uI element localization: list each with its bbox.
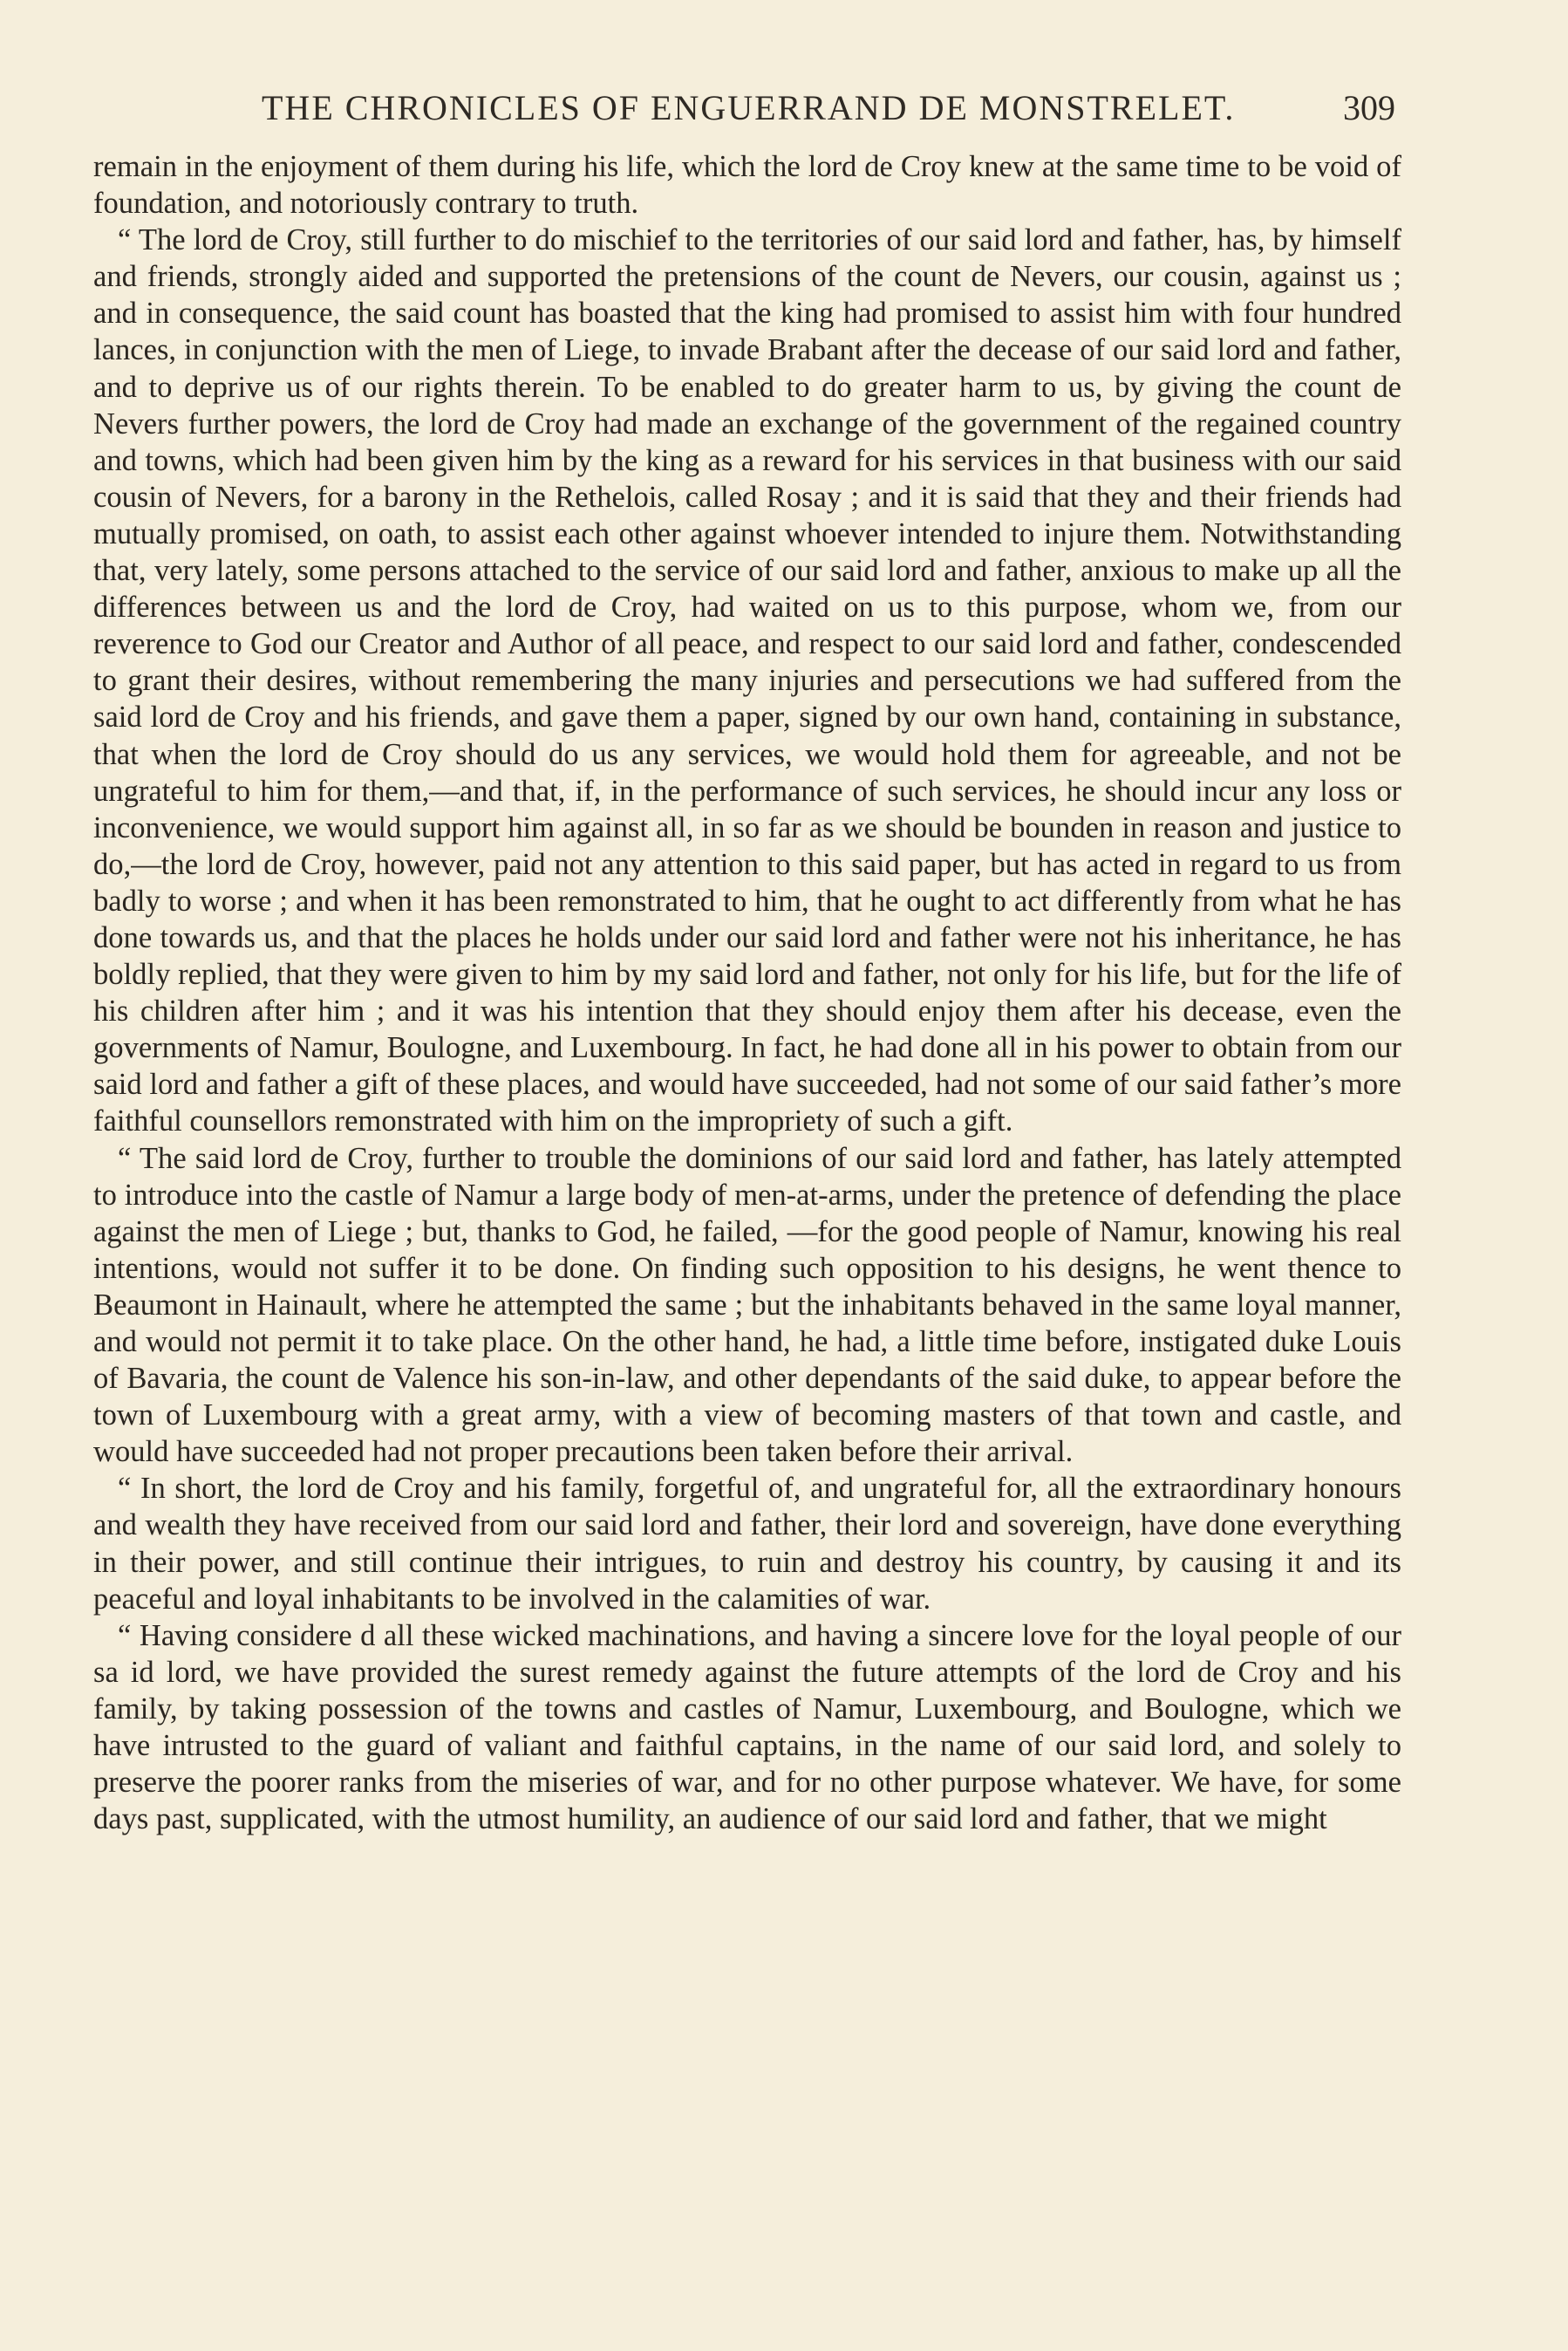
paragraph: “ In short, the lord de Croy and his family, forgetful of, and ungrateful for, all the extraordinary honours and wealth they have received from our said lord and father, their lord and sovereign, have done everything in their power, and still continue their intrigues, to ruin and destroy his country, by causing it and its peaceful and loyal inhabitants to be involved in the calamities of war.: [93, 1472, 1401, 1616]
body-text: [93, 148, 1401, 1837]
paragraph: “ The lord de Croy, still further to do mischief to the territories of our said lord and father, has, by himself and friends, strongly aided and supported the pretensions of the count de Nevers, our cousin, against us ; and in consequence, the said count has boasted that the king had promised to assist him with four hundred lances, in conjunction with the men of Liege, to invade Brabant after the decease of our said lord and father, and to deprive us of our rights therein. To be enabled to do greater harm to us, by giving the count de Nevers further powers, the lord de Croy had made an exchange of the government of the regained country and towns, which had been given him by the king as a reward for his services in that business with our said cousin of Nevers, for a barony in the Rethelois, called Rosay ; and it is said that they and their friends had mutually promised, on oath, to assist each other against whoever intended to injure them. Notwithstanding that, very lately, some persons attached to the service of our said lord and father, anxious to make up all the differences between us and the lord de Croy, had waited on us to this purpose, whom we, from our reverence to God our Creator and Author of all peace, and respect to our said lord and father, condescended to grant their desires, without remembering the many injuries and persecutions we had suffered from the said lord de Croy and his friends, and gave them a paper, signed by our own hand, containing in substance, that when the lord de Croy should do us any services, we would hold them for agreeable, and not be ungrateful to him for them,—and that, if, in the performance of such services, he should incur any loss or inconvenience, we would support him against all, in so far as we should be bounden in reason and justice to do,—the lord de Croy, however, paid not any attention to this said paper, but has acted in regard to us from badly to worse ; and when it has been remonstrated to him, that he ought to act differently from what he has done towards us, and that the places he holds under our said lord and father were not his inheritance, he has boldly replied, that they were given to him by my said lord and father, not only for his life, but for the life of his children after him ; and it was his intention that they should enjoy them after his decease, even the governments of Namur, Boulogne, and Luxembourg. In fact, he had done all in his power to obtain from our said lord and father a gift of these places, and would have succeeded, had not some of our said father’s more faithful counsellors remonstrated with him on the impropriety of such a gift.: [93, 223, 1401, 1138]
paragraph: remain in the enjoyment of them during his life, which the lord de Croy knew at the same time to be void of foundation, and notoriously contrary to truth.: [93, 150, 1401, 221]
running-title: THE CHRONICLES OF ENGUERRAND DE MONSTRELET.: [262, 88, 1236, 127]
paragraph: “ The said lord de Croy, further to trouble the dominions of our said lord and father, has lately attempted to introduce into the castle of Namur a large body of men-at-arms, under the pretence of defending the place against the men of Liege ; but, thanks to God, he failed, —for the good people of Namur, knowing his real intentions, would not suffer it to be done. On finding such opposition to his designs, he went thence to Beaumont in Hainault, where he attempted the same ; but the inhabitants behaved in the same loyal manner, and would not permit it to take place. On the other hand, he had, a little time before, instigated duke Louis of Bavaria, the count de Valence his son-in-law, and other dependants of the said duke, to appear before the town of Luxembourg with a great army, with a view of becoming masters of that town and castle, and would have succeeded had not proper precautions been taken before their arrival.: [93, 1141, 1401, 1469]
page-number: 309: [1343, 88, 1395, 127]
paragraph: “ Having considere d all these wicked machinations, and having a sincere love for the loyal people of our sa id lord, we have provided the surest remedy against the future attempts of the lord de Croy and his family, by taking possession of the towns and castles of Namur, Luxembourg, and Boulogne, which we have intrusted to the guard of valiant and faithful captains, in the name of our said lord, and solely to preserve the poorer ranks from the miseries of war, and for no other purpose whatever. We have, for some days past, supplicated, with the utmost humility, an audience of our said lord and father, that we might: [93, 1618, 1401, 1836]
page-header: [262, 87, 1395, 140]
